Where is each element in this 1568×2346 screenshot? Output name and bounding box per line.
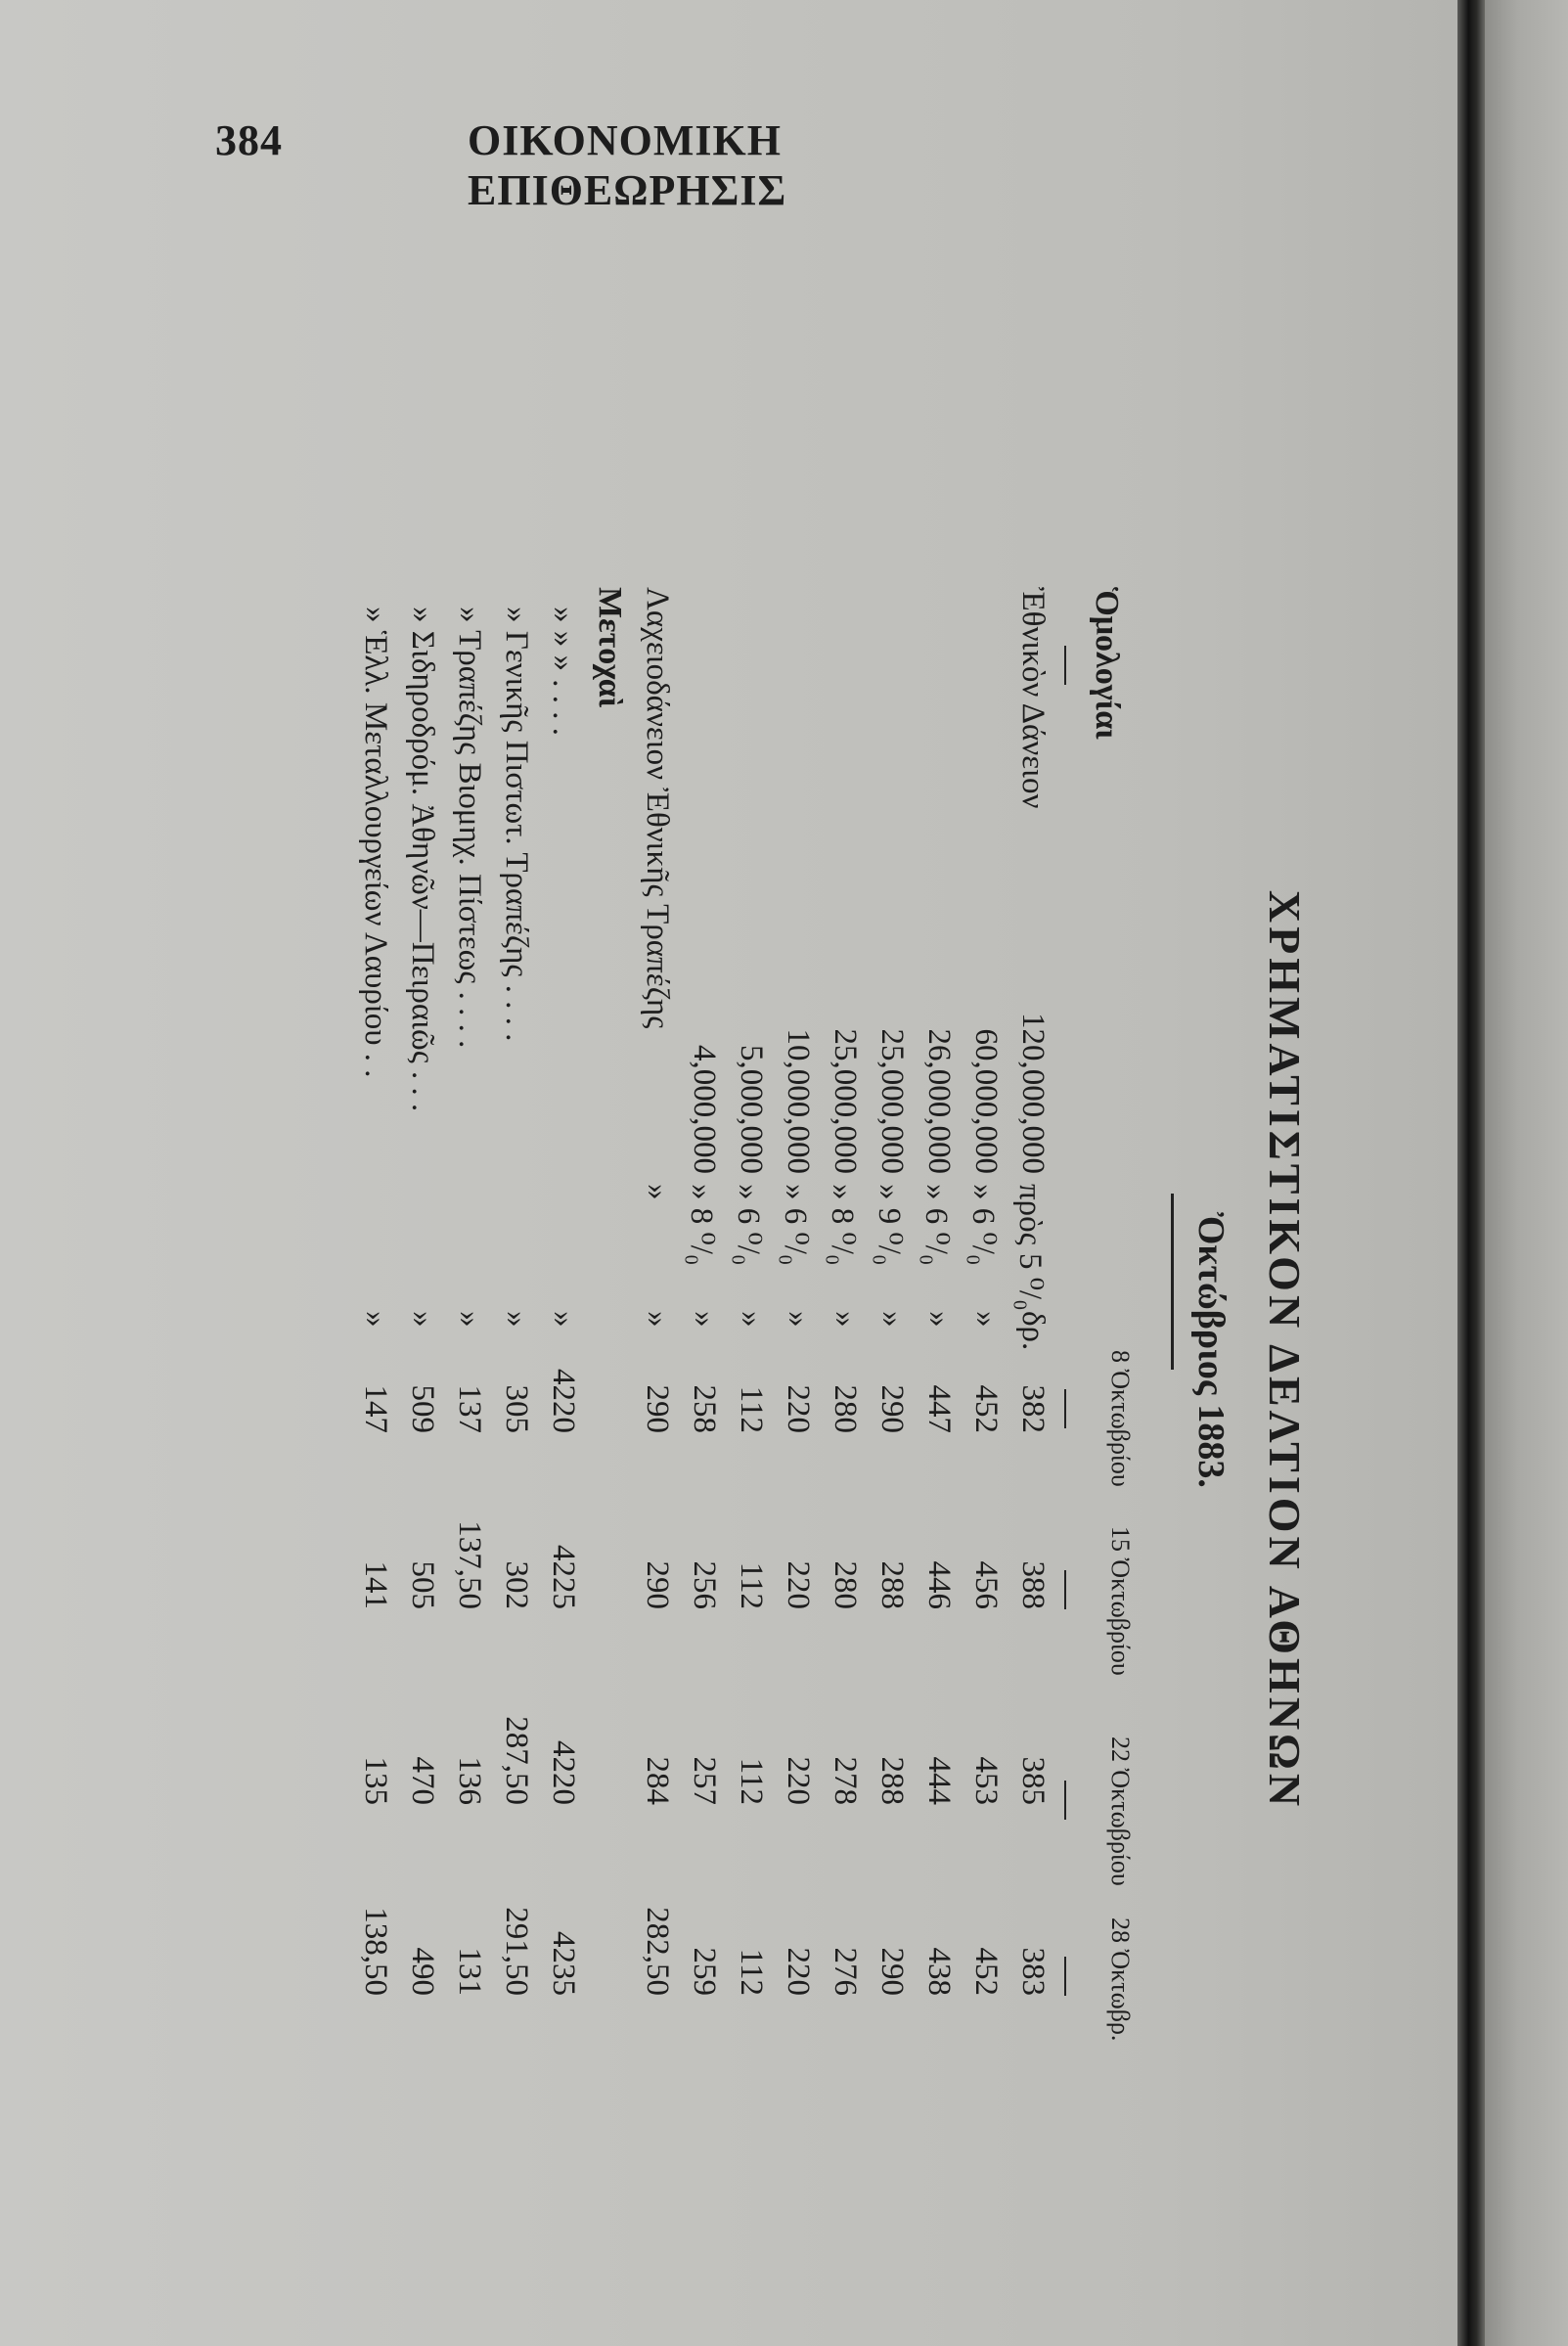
running-header xyxy=(215,115,1096,214)
price-value: 141 xyxy=(358,1560,393,1609)
price-value: 259 xyxy=(687,1947,722,1996)
unit: » xyxy=(781,1311,816,1328)
interest-rate: » 6 ⁰/₀ xyxy=(918,1184,954,1266)
dash-row xyxy=(1054,587,1094,2113)
price-value: 256 xyxy=(687,1560,722,1609)
table-row xyxy=(683,587,722,2113)
interest-rate: » 6 ⁰/₀ xyxy=(778,1184,813,1266)
table-row xyxy=(871,587,910,2113)
price-value: 490 xyxy=(405,1947,440,1996)
price-value: 138,50 xyxy=(358,1907,393,1996)
price-value: 112 xyxy=(734,1948,769,1996)
unit: » xyxy=(452,1311,487,1328)
price-value: 388 xyxy=(1015,1560,1051,1609)
table-row xyxy=(1011,587,1051,2113)
unit: » xyxy=(405,1311,440,1328)
unit: δρ. xyxy=(1015,1311,1051,1351)
interest-rate: » xyxy=(640,1184,675,1200)
page-number: 384 xyxy=(215,116,283,164)
price-value: 220 xyxy=(781,1947,816,1996)
price-value: 383 xyxy=(1015,1947,1051,1996)
unit: » xyxy=(874,1311,910,1328)
unit: » xyxy=(546,1311,581,1328)
dash xyxy=(1064,1957,1066,1996)
price-value: 137 xyxy=(452,1384,487,1433)
column-header: 22 Ὀκτωβρίου xyxy=(1106,1737,1135,1886)
table-row xyxy=(495,587,534,2113)
stock-bulletin-table xyxy=(303,587,1311,2113)
price-value: 288 xyxy=(874,1756,910,1805)
price-value: 137,50 xyxy=(452,1520,487,1609)
price-value: 135 xyxy=(358,1756,393,1805)
price-value: 257 xyxy=(687,1756,722,1805)
loan-amount: 120,000,000 xyxy=(1015,1013,1051,1174)
interest-rate: πρὸς 5 ⁰/₀ xyxy=(1012,1184,1048,1311)
loan-amount: 10,000,000 xyxy=(781,1028,816,1174)
unit: » xyxy=(640,1311,675,1328)
price-value: 305 xyxy=(499,1384,534,1433)
price-value: 284 xyxy=(640,1756,675,1805)
bulletin-title: ΧΡΗΜΑΤΙΣΤΙΚΟΝ ΔΕΛΤΙΟΝ ΑΘΗΝΩΝ xyxy=(1260,889,1310,1811)
price-value: 302 xyxy=(499,1560,534,1609)
price-value: 4235 xyxy=(546,1931,581,1996)
price-value: 282,50 xyxy=(640,1907,675,1996)
table-row xyxy=(777,587,816,2113)
price-value: 278 xyxy=(828,1756,863,1805)
price-value: 4220 xyxy=(546,1740,581,1805)
price-value: 291,50 xyxy=(499,1907,534,1996)
price-value: 147 xyxy=(358,1384,393,1433)
journal-title: ΟΙΚΟΝΟΜΙΚΗ ΕΠΙΘΕΩΡΗΣΙΣ xyxy=(468,116,787,214)
price-value: 112 xyxy=(734,1757,769,1805)
price-value: 505 xyxy=(405,1560,440,1609)
column-header: 28 Ὀκτωβρ. xyxy=(1106,1917,1135,2042)
loan-amount: 26,000,000 xyxy=(921,1028,957,1174)
price-value: 446 xyxy=(921,1560,957,1609)
price-value: 385 xyxy=(1015,1756,1051,1805)
book-spine xyxy=(1457,0,1485,2346)
price-value: 290 xyxy=(640,1384,675,1433)
price-value: 112 xyxy=(734,1385,769,1433)
price-value: 453 xyxy=(968,1756,1004,1805)
row-label: Ἐθνικὸν Δάνειον xyxy=(1015,587,1051,809)
table-row xyxy=(354,587,393,2113)
price-value: 452 xyxy=(968,1947,1004,1996)
price-value: 220 xyxy=(781,1384,816,1433)
table-row xyxy=(636,587,675,2113)
dash xyxy=(1064,646,1066,685)
row-label: » Ἑλλ. Μεταλλουργείων Λαυρίου . . xyxy=(358,607,393,1078)
loan-amount: 25,000,000 xyxy=(874,1028,910,1174)
loan-amount: 4,000,000 xyxy=(687,1045,722,1174)
price-value: 456 xyxy=(968,1560,1004,1609)
price-value: 444 xyxy=(921,1756,957,1805)
table-row xyxy=(448,587,487,2113)
price-value: 290 xyxy=(640,1560,675,1609)
price-value: 509 xyxy=(405,1384,440,1433)
price-value: 112 xyxy=(734,1561,769,1609)
unit: » xyxy=(734,1311,769,1328)
section-title-row xyxy=(589,587,628,2113)
row-label: » » » . . . . xyxy=(546,607,581,736)
price-value: 382 xyxy=(1015,1384,1051,1433)
unit: » xyxy=(358,1311,393,1328)
loan-amount: 5,000,000 xyxy=(734,1045,769,1174)
loan-amount: 25,000,000 xyxy=(828,1028,863,1174)
price-value: 220 xyxy=(781,1756,816,1805)
price-value: 136 xyxy=(452,1756,487,1805)
table-row xyxy=(918,587,957,2113)
price-value: 131 xyxy=(452,1947,487,1996)
interest-rate: » 8 ⁰/₀ xyxy=(684,1184,719,1266)
loan-amount: 60,000,000 xyxy=(968,1028,1004,1174)
price-value: 4220 xyxy=(546,1369,581,1433)
price-value: 290 xyxy=(874,1947,910,1996)
price-value: 290 xyxy=(874,1384,910,1433)
row-label: Λαχειοδάνειον Ἐθνικῆς Τραπέζης xyxy=(640,587,675,1029)
row-label: » Σιδηροδρόμ. Ἀθηνῶν—Πειραιῶς . . . xyxy=(405,607,440,1112)
interest-rate: » 9 ⁰/₀ xyxy=(872,1184,907,1266)
price-value: 452 xyxy=(968,1384,1004,1433)
table-row xyxy=(730,587,769,2113)
facing-page-edge xyxy=(1485,0,1568,2346)
price-value: 287,50 xyxy=(499,1716,534,1805)
price-value: 220 xyxy=(781,1560,816,1609)
unit: » xyxy=(687,1311,722,1328)
interest-rate: » 6 ⁰/₀ xyxy=(731,1184,766,1266)
unit: » xyxy=(921,1311,957,1328)
price-value: 276 xyxy=(828,1947,863,1996)
unit: » xyxy=(968,1311,1004,1328)
interest-rate: » 6 ⁰/₀ xyxy=(965,1184,1001,1266)
table-row xyxy=(824,587,863,2113)
section-title-bonds: Ὁμολογίαι xyxy=(1089,587,1125,740)
date-header-row xyxy=(1089,587,1135,2113)
price-value: 4225 xyxy=(546,1545,581,1609)
dash xyxy=(1064,1570,1066,1609)
unit: » xyxy=(828,1311,863,1328)
section-title-shares: Μετοχαὶ xyxy=(592,587,628,708)
bulletin-month: Ὀκτώβριος 1883. xyxy=(1190,1212,1232,1488)
price-value: 288 xyxy=(874,1560,910,1609)
row-label: » Τραπέζης Βιομηχ. Πίστεως . . . . xyxy=(452,607,487,1049)
title-rule xyxy=(1171,1194,1174,1370)
row-label: » Γενικῆς Πιστωτ. Τραπέζης . . . . xyxy=(499,607,534,1042)
column-header: 15 Ὀκτωβρίου xyxy=(1106,1526,1135,1676)
dash xyxy=(1064,1781,1066,1820)
price-value: 280 xyxy=(828,1384,863,1433)
table-row xyxy=(964,587,1004,2113)
interest-rate: » 8 ⁰/₀ xyxy=(825,1184,860,1266)
table-row xyxy=(401,587,440,2113)
table-row xyxy=(542,587,581,2113)
price-value: 258 xyxy=(687,1384,722,1433)
price-value: 280 xyxy=(828,1560,863,1609)
price-value: 447 xyxy=(921,1384,957,1433)
price-value: 470 xyxy=(405,1756,440,1805)
dash xyxy=(1064,1389,1066,1428)
column-header: 8 Ὀκτωβρίου xyxy=(1106,1350,1135,1487)
price-value: 438 xyxy=(921,1947,957,1996)
unit: » xyxy=(499,1311,534,1328)
